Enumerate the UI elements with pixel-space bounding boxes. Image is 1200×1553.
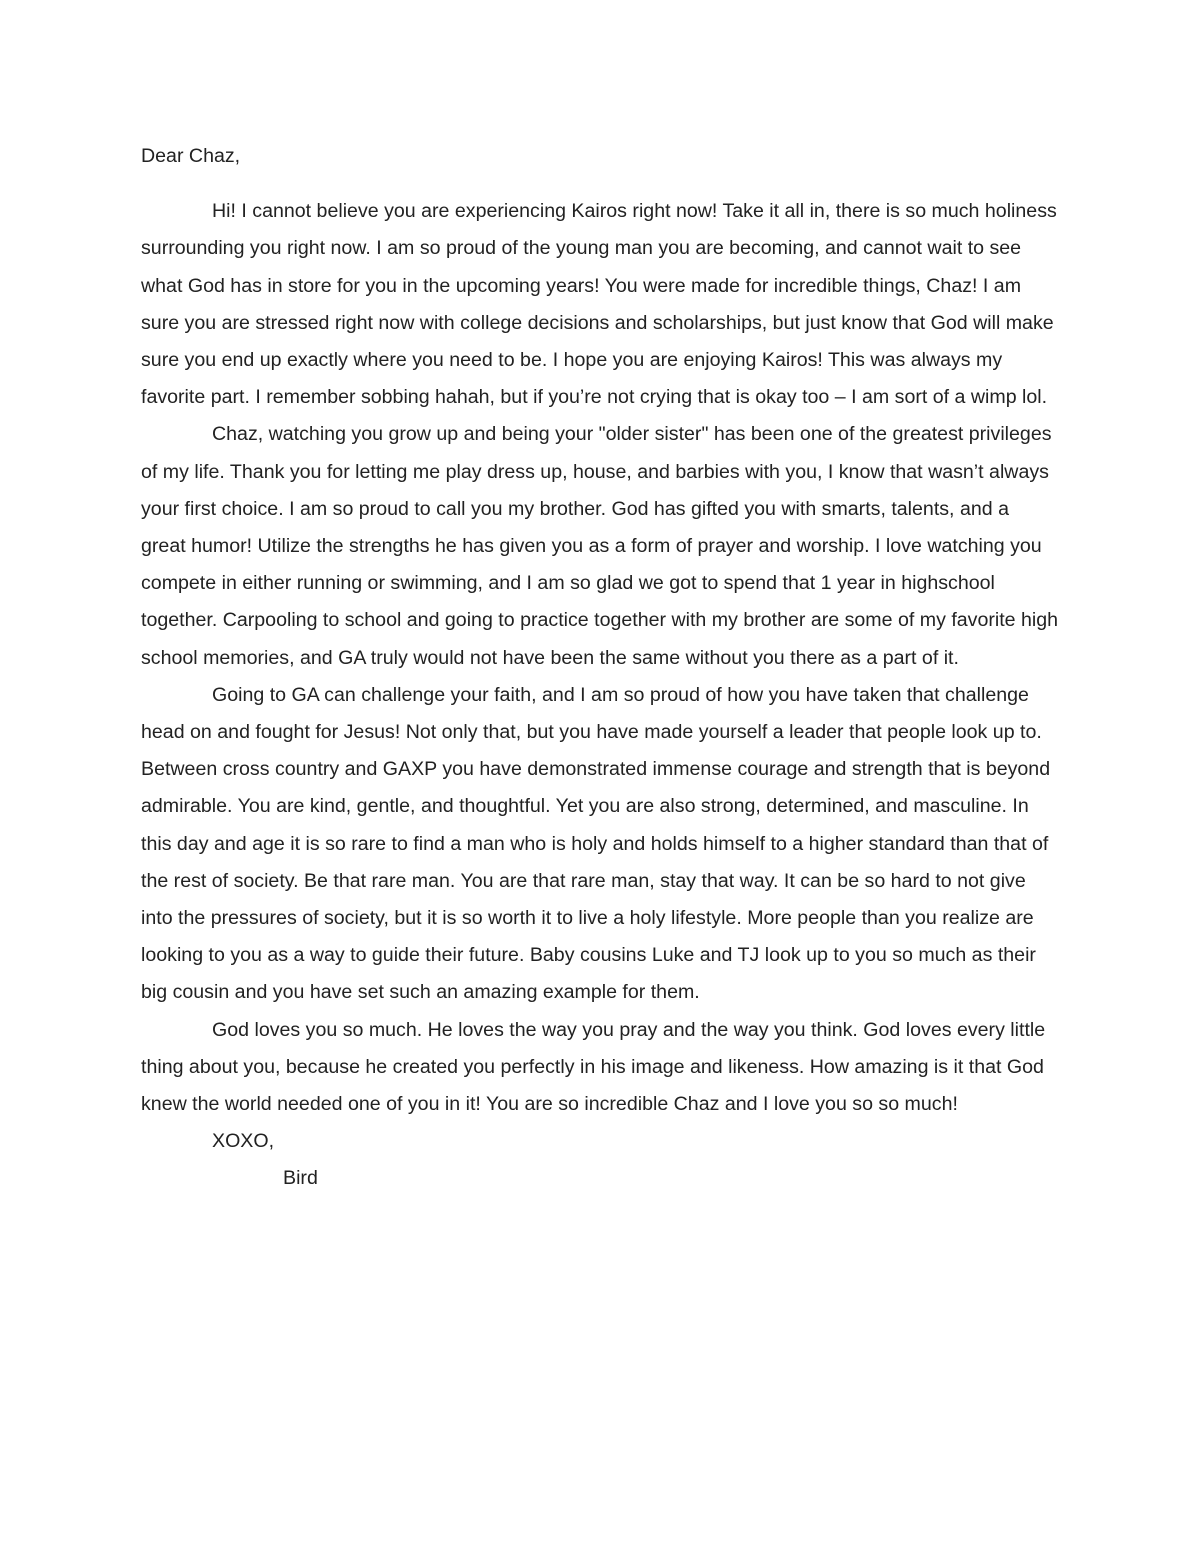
paragraph-1: Hi! I cannot believe you are experiencing Kairos right now! Take it all in, there is so much holiness surrounding you right now. I am so proud of the young man you are becoming, and cannot wait to see what God has in store for you in the upcoming years! You were made for incredible things, Chaz! I am sure you are stressed right now with college decisions and scholarships, but just know that God will make sure you end up exactly where you need to be. I hope you are enjoying Kairos! This was always my favorite part. I remember sobbing hahah, but if you’re not crying that is okay too – I am sort of a wimp lol. bbox=[141, 200, 1057, 409]
paragraph-2: Chaz, watching you grow up and being your "older sister" has been one of the greatest privileges of my life. Thank you for letting me play dress up, house, and barbies with you, I know that wasn’t always your first choice. I am so proud to call you my brother. God has gifted you with smarts, talents, and a great humor! Utilize the strengths he has given you as a form of prayer and worship. I love watching you compete in either running or swimming, and I am so glad we got to spend that 1 year in highschool together. Carpooling to school and going to practice together with my brother are some of my favorite high school memories, and GA truly would not have been the same without you there as a part of it. bbox=[141, 423, 1059, 669]
signature: Bird bbox=[283, 1167, 318, 1190]
paragraph-4: God loves you so much. He loves the way you pray and the way you think. God loves every little thing about you, because he created you perfectly in his image and likeness. How amazing is it that God knew the world needed one of you in it! You are so incredible Chaz and I love you so so much! bbox=[141, 1018, 1046, 1116]
closing: XOXO, bbox=[212, 1130, 275, 1153]
letter-body bbox=[141, 138, 1059, 1198]
paragraph-3: Going to GA can challenge your faith, and I am so proud of how you have taken that challenge head on and fought for Jesus! Not only that, but you have made yourself a leader that people look up to. Between cross country and GAXP you have demonstrated immense courage and strength that is beyond admirable. You are kind, gentle, and thoughtful. Yet you are also strong, determined, and masculine. In this day and age it is so rare to find a man who is holy and holds himself to a higher standard than that of the rest of society. Be that rare man. You are that rare man, stay that way. It can be so hard to not give into the pressures of society, but it is so worth it to live a holy lifestyle. More people than you realize are looking to you as a way to guide their future. Baby cousins Luke and TJ look up to you so much as their big cousin and you have set such an amazing example for them. bbox=[141, 683, 1051, 1004]
salutation: Dear Chaz, bbox=[141, 145, 241, 167]
